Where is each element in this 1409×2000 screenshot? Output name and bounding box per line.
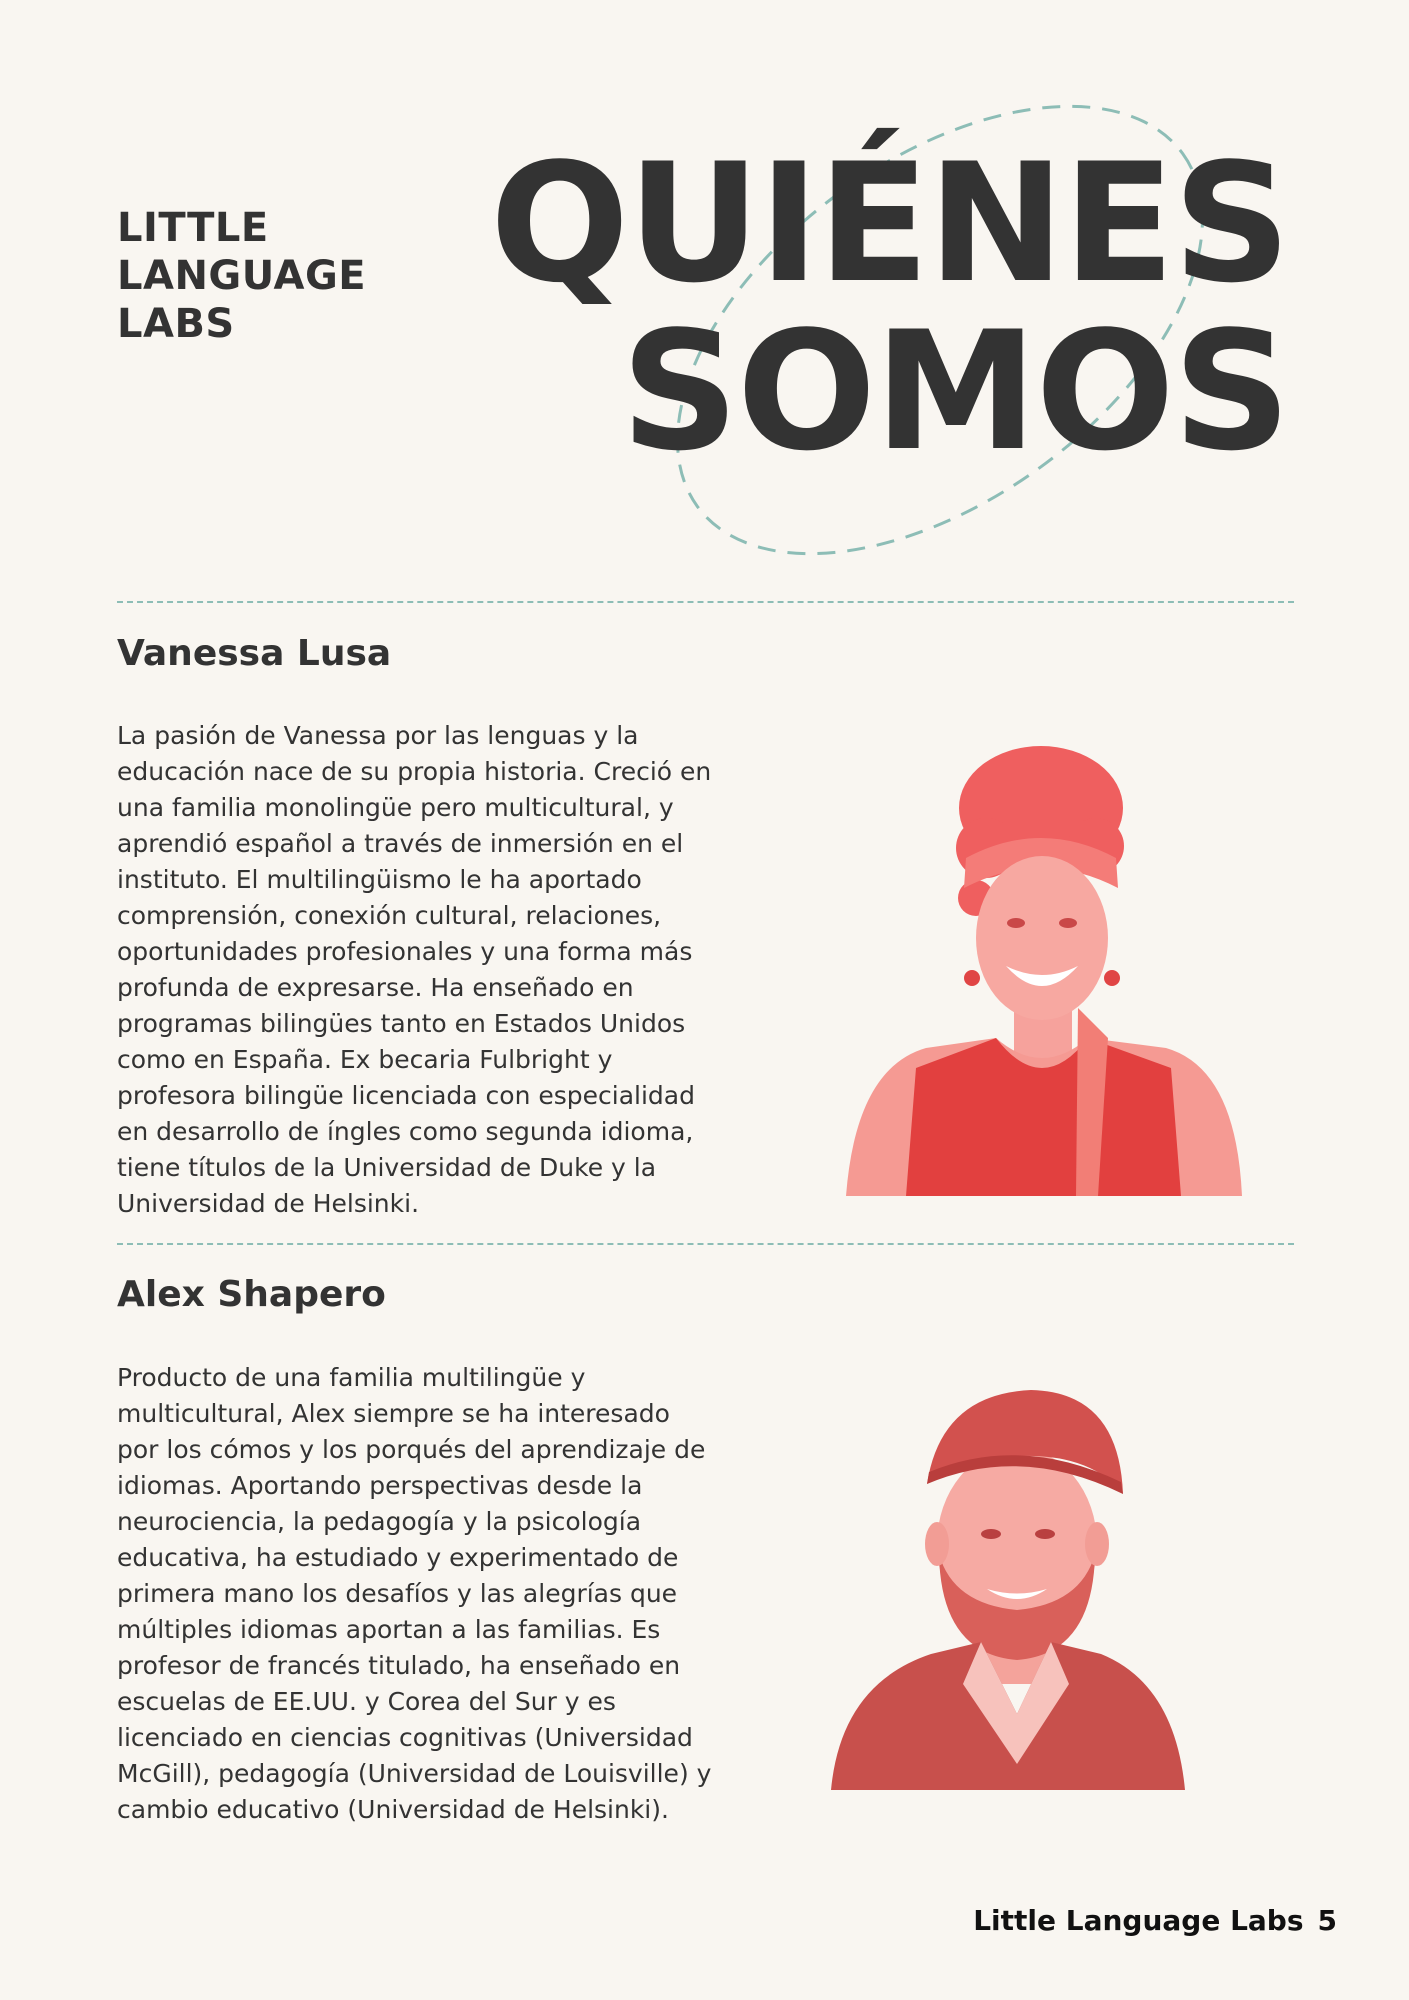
page-number: 5 — [1317, 1904, 1337, 1937]
brand-line: LABS — [117, 301, 235, 347]
portrait-woman-image — [846, 738, 1242, 1196]
page-footer — [973, 1904, 1337, 1937]
brand-line: LITTLE — [117, 205, 269, 251]
brand-line: LANGUAGE — [117, 253, 367, 299]
person-name: Vanessa Lusa — [117, 633, 392, 674]
brand-logo-text — [117, 204, 366, 348]
page-title — [489, 128, 1289, 487]
person-name: Alex Shapero — [117, 1274, 386, 1315]
person-bio: La pasión de Vanessa por las lenguas y la educación nace de su propia historia. Creció en una familia monolingüe pero multicultural, y aprendió español a través de inmersión en el instituto. El multilingüismo le ha aportado comprensión, conexión cultural, relaciones, oportunidades profesionales y una forma más profunda de expresarse. Ha enseñado en programas bilingües tanto en Estados Unidos como en España. Ex becaria Fulbright y profesora bilingüe licenciada con especialidad en desarrollo de íngles como segunda idioma, tiene títulos de la Universidad de Duke y la Universidad de Helsinki. — [117, 721, 712, 1218]
footer-brand: Little Language Labs — [973, 1904, 1304, 1937]
section-divider — [117, 1243, 1294, 1245]
portrait-man-image — [831, 1384, 1185, 1790]
person-bio: Producto de una familia multilingüe y multicultural, Alex siempre se ha interesado por los cómos y los porqués del aprendizaje de idiomas. Aportando perspectivas desde la neurociencia, la pedagogía y la psicología educativa, ha estudiado y experimentado de primera mano los desafíos y las alegrías que múltiples idiomas aportan a las familias. Es profesor de francés titulado, ha enseñado en escuelas de EE.UU. y Corea del Sur y es licenciado en ciencias cognitivas (Universidad McGill), pedagogía (Universidad de Louisville) y cambio educativo (Universidad de Helsinki). — [117, 1363, 712, 1824]
title-line: SOMOS — [620, 296, 1289, 487]
section-divider — [117, 601, 1294, 603]
title-line: QUIÉNES — [489, 128, 1289, 319]
